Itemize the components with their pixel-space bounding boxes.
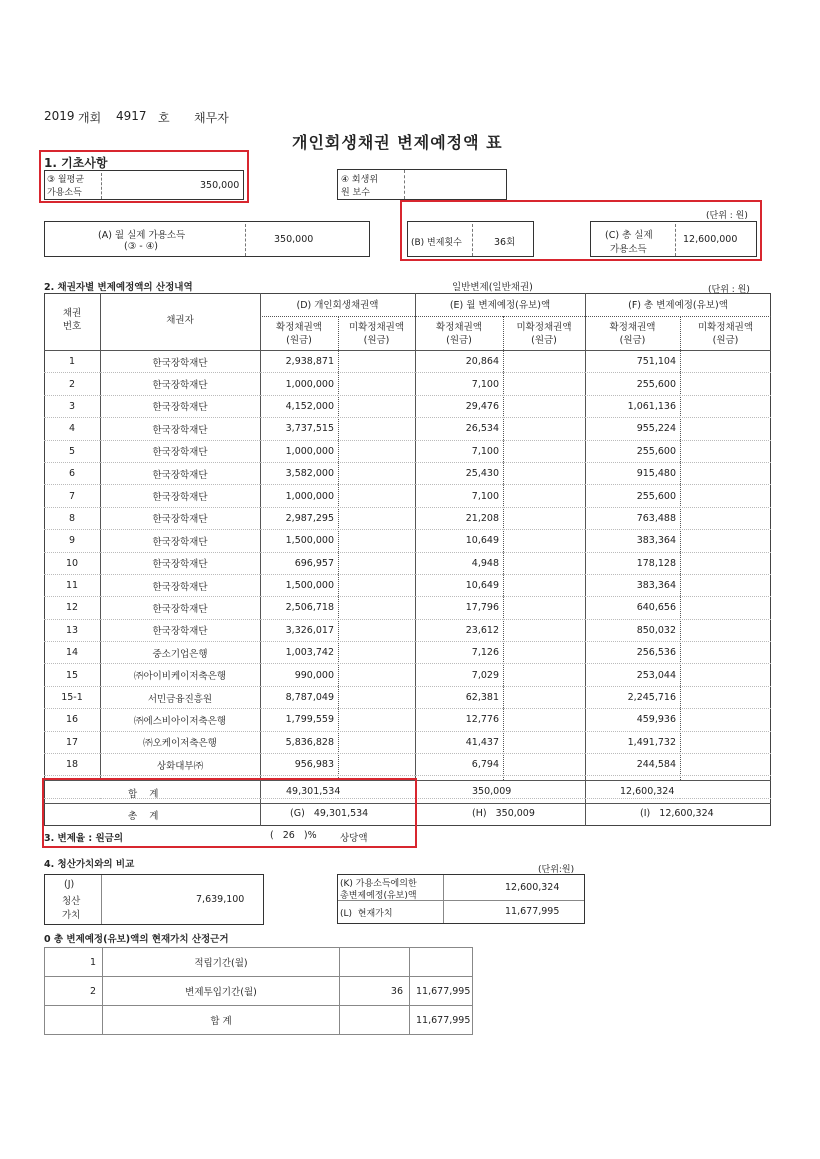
- row-d-unconfirmed: [338, 619, 415, 641]
- row-f-unconfirmed: [680, 709, 771, 731]
- basis-months: 36: [340, 977, 410, 1006]
- sum-f-value: 12,600,324: [620, 786, 675, 797]
- row-e-confirmed: 20,864: [415, 351, 503, 373]
- row-creditor: 한국장학재단: [100, 619, 260, 641]
- row-e-confirmed: 7,100: [415, 485, 503, 507]
- f-confirmed-header: 확정채권액 (원금): [609, 322, 656, 346]
- section2-unit: (단위 : 원): [708, 285, 750, 295]
- row-f-unconfirmed: [680, 686, 771, 708]
- row-d-unconfirmed: [338, 664, 415, 686]
- row-e-confirmed: 10,649: [415, 530, 503, 552]
- section4-heading: 4. 청산가치와의 비교: [44, 859, 135, 870]
- row-creditor: 한국장학재단: [100, 440, 260, 462]
- case-suffix: 호: [158, 111, 170, 125]
- table-row: [44, 485, 771, 507]
- row-d-unconfirmed: [338, 395, 415, 417]
- row-no: 18: [44, 754, 100, 776]
- table-row: [44, 418, 771, 440]
- row-no: 17: [44, 731, 100, 753]
- row-f-confirmed: 255,600: [585, 485, 680, 507]
- basis-no: 1: [45, 948, 103, 977]
- row-d-confirmed: 1,500,000: [260, 530, 338, 552]
- count-label: (B) 변제횟수: [411, 238, 462, 248]
- basis-months: [340, 1006, 410, 1035]
- row-d-confirmed: 1,500,000: [260, 574, 338, 596]
- row-f-unconfirmed: [680, 552, 771, 574]
- row-f-confirmed: 640,656: [585, 597, 680, 619]
- case-year: 2019: [44, 109, 75, 123]
- row-creditor: 한국장학재단: [100, 373, 260, 395]
- row-creditor: 서민금융진흥원: [100, 686, 260, 708]
- row-f-unconfirmed: [680, 731, 771, 753]
- row-e-confirmed: 7,100: [415, 440, 503, 462]
- table-row: [44, 664, 771, 686]
- row-e-confirmed: 7,100: [415, 373, 503, 395]
- row-e-unconfirmed: [503, 552, 585, 574]
- page-title: 개인회생채권 변제예정액 표: [292, 133, 503, 152]
- creditor-table: [44, 351, 771, 799]
- row-e-confirmed: 7,029: [415, 664, 503, 686]
- party-label: 채무자: [194, 111, 229, 125]
- row-creditor: 상화대부㈜: [100, 754, 260, 776]
- section2-heading: 2. 채권자별 변제예정액의 산정내역: [44, 282, 193, 293]
- row-no: 8: [44, 507, 100, 529]
- row-d-confirmed: 4,152,000: [260, 395, 338, 417]
- row-f-confirmed: 2,245,716: [585, 686, 680, 708]
- row-f-confirmed: 256,536: [585, 642, 680, 664]
- row-d-unconfirmed: [338, 351, 415, 373]
- row-f-confirmed: 383,364: [585, 574, 680, 596]
- row-no: 12: [44, 597, 100, 619]
- group-e-header: (E) 월 변제예정(유보)액: [449, 300, 551, 311]
- col-creditor-header: 채권자: [166, 315, 194, 326]
- row-e-unconfirmed: [503, 686, 585, 708]
- j-label-1: (J): [64, 879, 75, 890]
- row-no: 5: [44, 440, 100, 462]
- row-e-unconfirmed: [503, 440, 585, 462]
- row-e-unconfirmed: [503, 373, 585, 395]
- section5-heading: 0 총 변제예정(유보)액의 현재가치 산정근거: [44, 934, 229, 945]
- sum-d-value: 49,301,534: [286, 786, 341, 797]
- row-e-unconfirmed: [503, 485, 585, 507]
- row-no: 16: [44, 709, 100, 731]
- row-e-confirmed: 17,796: [415, 597, 503, 619]
- row-d-unconfirmed: [338, 418, 415, 440]
- row-f-unconfirmed: [680, 373, 771, 395]
- table-row: [44, 395, 771, 417]
- row-creditor: 한국장학재단: [100, 530, 260, 552]
- basis-value: [410, 948, 473, 977]
- section3-heading: 3. 변제율 : 원금의: [44, 833, 124, 844]
- row-creditor: 중소기업은행: [100, 642, 260, 664]
- row-d-unconfirmed: [338, 462, 415, 484]
- row-no: 15-1: [44, 686, 100, 708]
- available-income-box: [44, 221, 370, 257]
- sum-label: 합 계: [128, 789, 159, 800]
- row-creditor: 한국장학재단: [100, 597, 260, 619]
- row-f-confirmed: 383,364: [585, 530, 680, 552]
- row-d-confirmed: 3,582,000: [260, 462, 338, 484]
- monthly-income-label-1: ③ 월평균: [47, 175, 85, 185]
- available-label-2: (③ - ④): [124, 241, 158, 252]
- available-value: 350,000: [274, 234, 314, 245]
- row-e-confirmed: 26,534: [415, 418, 503, 440]
- row-f-unconfirmed: [680, 530, 771, 552]
- row-f-confirmed: 255,600: [585, 440, 680, 462]
- row-e-confirmed: 7,126: [415, 642, 503, 664]
- basis-months: [340, 948, 410, 977]
- row-d-confirmed: 2,938,871: [260, 351, 338, 373]
- row-f-confirmed: 178,128: [585, 552, 680, 574]
- row-d-confirmed: 3,326,017: [260, 619, 338, 641]
- row-d-unconfirmed: [338, 552, 415, 574]
- row-f-confirmed: 1,061,136: [585, 395, 680, 417]
- table-row: [44, 731, 771, 753]
- row-d-confirmed: 990,000: [260, 664, 338, 686]
- row-d-confirmed: 696,957: [260, 552, 338, 574]
- row-d-confirmed: 5,836,828: [260, 731, 338, 753]
- table-row: [44, 709, 771, 731]
- row-f-unconfirmed: [680, 440, 771, 462]
- row-d-unconfirmed: [338, 440, 415, 462]
- row-creditor: 한국장학재단: [100, 574, 260, 596]
- row-d-confirmed: 2,506,718: [260, 597, 338, 619]
- row-no: 14: [44, 642, 100, 664]
- basis-row: [45, 977, 473, 1006]
- section4-unit: (단위:원): [538, 865, 575, 875]
- row-d-confirmed: 1,000,000: [260, 485, 338, 507]
- total-label-2: 가용소득: [610, 244, 647, 255]
- row-f-unconfirmed: [680, 619, 771, 641]
- row-f-confirmed: 955,224: [585, 418, 680, 440]
- e-unconfirmed-header: 미확정채권액 (원금): [516, 322, 572, 346]
- row-d-unconfirmed: [338, 686, 415, 708]
- row-f-confirmed: 244,584: [585, 754, 680, 776]
- table-row: [44, 440, 771, 462]
- row-d-confirmed: 1,003,742: [260, 642, 338, 664]
- row-f-unconfirmed: [680, 664, 771, 686]
- row-creditor: 한국장학재단: [100, 351, 260, 373]
- row-creditor: ㈜오케이저축은행: [100, 731, 260, 753]
- row-e-unconfirmed: [503, 351, 585, 373]
- row-f-confirmed: 850,032: [585, 619, 680, 641]
- row-e-confirmed: 41,437: [415, 731, 503, 753]
- row-e-unconfirmed: [503, 574, 585, 596]
- k-label-2: 총변제예정(유보)액: [340, 891, 417, 901]
- section1-unit: (단위 : 원): [706, 211, 748, 221]
- table-row: [44, 552, 771, 574]
- total-i-value: (I) 12,600,324: [640, 808, 714, 819]
- row-d-unconfirmed: [338, 373, 415, 395]
- row-e-confirmed: 12,776: [415, 709, 503, 731]
- d-unconfirmed-header: 미확정채권액 (원금): [348, 322, 405, 346]
- empty-cell: [503, 776, 585, 798]
- basis-value: 11,677,995: [410, 1006, 473, 1035]
- row-f-unconfirmed: [680, 395, 771, 417]
- row-f-confirmed: 763,488: [585, 507, 680, 529]
- row-e-unconfirmed: [503, 462, 585, 484]
- table-row: [44, 574, 771, 596]
- row-f-unconfirmed: [680, 485, 771, 507]
- row-f-confirmed: 915,480: [585, 462, 680, 484]
- row-d-confirmed: 1,799,559: [260, 709, 338, 731]
- row-e-unconfirmed: [503, 731, 585, 753]
- j-value: 7,639,100: [196, 894, 245, 905]
- table-row: [44, 373, 771, 395]
- sum-e-value: 350,009: [472, 786, 512, 797]
- count-value: 36회: [494, 237, 516, 248]
- row-d-unconfirmed: [338, 597, 415, 619]
- table-row: [44, 507, 771, 529]
- row-e-unconfirmed: [503, 597, 585, 619]
- total-h-value: (H) 350,009: [472, 808, 535, 819]
- row-d-unconfirmed: [338, 642, 415, 664]
- row-e-unconfirmed: [503, 395, 585, 417]
- l-value: 11,677,995: [505, 906, 560, 917]
- row-d-confirmed: 1,000,000: [260, 373, 338, 395]
- section2-subtitle: 일반변제(일반채권): [452, 282, 533, 293]
- row-creditor: 한국장학재단: [100, 418, 260, 440]
- monthly-income-value: 350,000: [200, 180, 240, 191]
- row-no: 7: [44, 485, 100, 507]
- repayment-rate: ( 26 )%: [270, 830, 317, 841]
- basis-no: 2: [45, 977, 103, 1006]
- basis-row: [45, 1006, 473, 1035]
- row-e-unconfirmed: [503, 619, 585, 641]
- row-e-unconfirmed: [503, 709, 585, 731]
- k-value: 12,600,324: [505, 882, 560, 893]
- row-f-unconfirmed: [680, 418, 771, 440]
- row-f-unconfirmed: [680, 754, 771, 776]
- row-e-confirmed: 25,430: [415, 462, 503, 484]
- table-row: [44, 597, 771, 619]
- row-f-confirmed: 1,491,732: [585, 731, 680, 753]
- basis-label: 적립기간(월): [103, 948, 340, 977]
- row-e-confirmed: 4,948: [415, 552, 503, 574]
- trustee-fee-label-2: 원 보수: [341, 188, 370, 198]
- row-no: 13: [44, 619, 100, 641]
- row-e-confirmed: 6,794: [415, 754, 503, 776]
- row-creditor: 한국장학재단: [100, 462, 260, 484]
- j-label-3: 가치: [62, 910, 81, 921]
- row-e-confirmed: 23,612: [415, 619, 503, 641]
- row-d-confirmed: 956,983: [260, 754, 338, 776]
- row-d-confirmed: 3,737,515: [260, 418, 338, 440]
- row-f-unconfirmed: [680, 507, 771, 529]
- row-e-unconfirmed: [503, 530, 585, 552]
- table-row: [44, 686, 771, 708]
- row-d-unconfirmed: [338, 754, 415, 776]
- row-e-unconfirmed: [503, 418, 585, 440]
- row-e-unconfirmed: [503, 507, 585, 529]
- table-row: [44, 351, 771, 373]
- group-d-header: (D) 개인회생채권액: [296, 300, 379, 311]
- available-label-1: (A) 월 실제 가용소득: [98, 230, 186, 241]
- row-d-confirmed: 2,987,295: [260, 507, 338, 529]
- row-no: 1: [44, 351, 100, 373]
- row-f-unconfirmed: [680, 462, 771, 484]
- k-label-1: (K) 가용소득에의한: [340, 879, 417, 889]
- table-row: [44, 530, 771, 552]
- row-d-unconfirmed: [338, 530, 415, 552]
- row-no: 3: [44, 395, 100, 417]
- repayment-rate-suffix: 상당액: [340, 833, 368, 844]
- row-creditor: 한국장학재단: [100, 507, 260, 529]
- table-row: [44, 754, 771, 776]
- col-no-header: 채권 번호: [62, 308, 82, 332]
- row-f-unconfirmed: [680, 642, 771, 664]
- monthly-income-label-2: 가용소득: [47, 188, 82, 198]
- row-d-unconfirmed: [338, 731, 415, 753]
- row-creditor: ㈜에스비아이저축은행: [100, 709, 260, 731]
- total-value: 12,600,000: [683, 234, 738, 245]
- total-row-label: 총 계: [128, 811, 159, 822]
- row-d-unconfirmed: [338, 574, 415, 596]
- row-no: 9: [44, 530, 100, 552]
- trustee-fee-label-1: ④ 회생위: [341, 175, 379, 185]
- row-e-unconfirmed: [503, 754, 585, 776]
- total-label-1: (C) 총 실제: [605, 230, 653, 241]
- table-row: [44, 619, 771, 641]
- row-f-unconfirmed: [680, 351, 771, 373]
- table-row: [44, 642, 771, 664]
- row-d-confirmed: 1,000,000: [260, 440, 338, 462]
- row-e-confirmed: 62,381: [415, 686, 503, 708]
- row-creditor: ㈜아이비케이저축은행: [100, 664, 260, 686]
- basis-value: 11,677,995: [410, 977, 473, 1006]
- row-no: 10: [44, 552, 100, 574]
- row-e-confirmed: 10,649: [415, 574, 503, 596]
- d-confirmed-header: 확정채권액 (원금): [276, 322, 322, 346]
- e-confirmed-header: 확정채권액 (원금): [436, 322, 482, 346]
- row-e-unconfirmed: [503, 664, 585, 686]
- case-number: 4917: [116, 109, 147, 123]
- row-d-unconfirmed: [338, 485, 415, 507]
- row-no: 11: [44, 574, 100, 596]
- row-creditor: 한국장학재단: [100, 395, 260, 417]
- section1-heading: 1. 기초사항: [44, 156, 108, 170]
- row-creditor: 한국장학재단: [100, 552, 260, 574]
- row-d-unconfirmed: [338, 507, 415, 529]
- row-creditor: 한국장학재단: [100, 485, 260, 507]
- row-d-unconfirmed: [338, 709, 415, 731]
- basis-row: [45, 948, 473, 977]
- row-no: 2: [44, 373, 100, 395]
- row-no: 15: [44, 664, 100, 686]
- basis-label: 변제투입기간(월): [103, 977, 340, 1006]
- row-e-unconfirmed: [503, 642, 585, 664]
- row-f-confirmed: 255,600: [585, 373, 680, 395]
- basis-label: 합 계: [103, 1006, 340, 1035]
- present-value-basis-table: [44, 947, 473, 1035]
- l-label: (L) 현재가치: [340, 909, 393, 919]
- total-g-value: (G) 49,301,534: [290, 808, 369, 819]
- row-f-unconfirmed: [680, 574, 771, 596]
- row-no: 4: [44, 418, 100, 440]
- row-f-unconfirmed: [680, 597, 771, 619]
- row-f-confirmed: 459,936: [585, 709, 680, 731]
- f-unconfirmed-header: 미확정채권액 (원금): [697, 322, 754, 346]
- j-label-2: 청산: [62, 896, 81, 907]
- group-f-header: (F) 총 변제예정(유보)액: [628, 300, 728, 311]
- basis-no: [45, 1006, 103, 1035]
- table-row: [44, 462, 771, 484]
- row-d-confirmed: 8,787,049: [260, 686, 338, 708]
- case-type: 개회: [78, 111, 102, 125]
- row-e-confirmed: 21,208: [415, 507, 503, 529]
- row-f-confirmed: 751,104: [585, 351, 680, 373]
- row-f-confirmed: 253,044: [585, 664, 680, 686]
- row-e-confirmed: 29,476: [415, 395, 503, 417]
- empty-cell: [680, 776, 771, 798]
- row-no: 6: [44, 462, 100, 484]
